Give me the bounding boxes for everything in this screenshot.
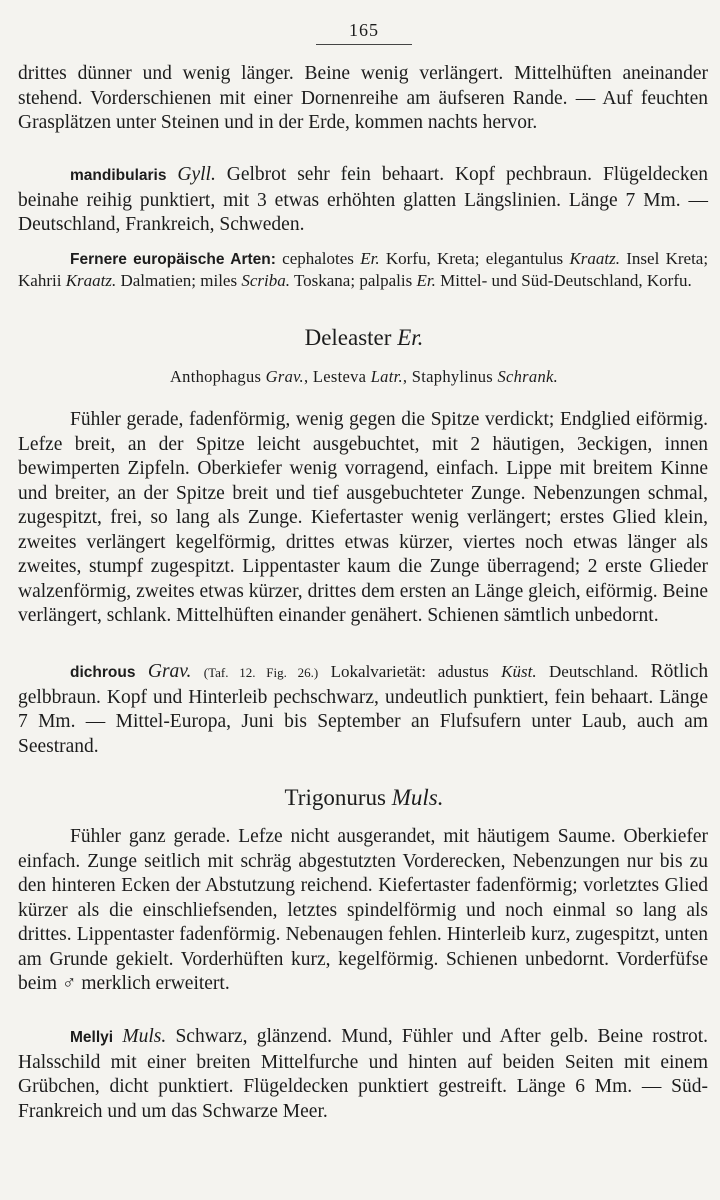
species-locality: Mittel- und Süd-Deutschland, Korfu. xyxy=(440,271,692,290)
species-paragraph xyxy=(18,660,708,759)
local-variety-region: Deutschland. xyxy=(549,662,639,681)
genus-description-text: Fühler ganz gerade. Lefze nicht ausgerandet, mit häutigem Saume. Oberkiefer einfach. Zunge seitlich mit schräg abgestutzten Vorderecken, Nebenzungen nur bis zu den hinteren Ecken der Abstutzung reichend. Kiefertaster fadenförmig; vorletztes Glied kürzer als die einschliefsenden, letztes spindelförmig und noch einmal so lang als drittes. Lippentaster fadenförmig. Nebenaugen fehlen. Hinterleib kurz, zugespitzt, unten am Grunde gekielt. Vorderhüften kurz, kegelförmig. Schienen unbedornt. Vorderfüfse beim xyxy=(18,826,708,994)
species-author: Er. xyxy=(360,249,380,268)
species-name: cephalotes xyxy=(282,249,354,268)
synonym-name: Anthophagus xyxy=(169,367,262,386)
book-page xyxy=(18,0,710,1200)
genus-author: Er. xyxy=(397,325,424,350)
species-author: Er. xyxy=(416,271,436,290)
species-paragraph xyxy=(18,163,708,238)
local-variety-author: Küst. xyxy=(501,662,537,681)
genus-description: Fühler gerade, fadenförmig, wenig gegen die Spitze verdickt; Endglied eiförmig. Lefze breit, an der Spitze leicht ausgebuchtet, mit 2 häutigen, 3eckigen, innen bewimperten Zipfeln. Oberkiefer wenig vorragend, einfach. Lippe mit breitem Kinne und breiter, an der Spitze breit und tief ausgebuchteter Zunge. Nebenzungen schmal, zugespitzt, frei, so lang als Zunge. Kiefertaster wenig verlängert; erstes Glied klein, zweites verlängert kegelförmig, drittes etwas kürzer, viertes noch etwas länger als zweites, stumpf zugespitzt. Lippentaster kaum die Zunge überragend; 2 erste Glieder walzenförmig, zweites etwas kürzer, drittes dem ersten an Länge gleich, eiförmig. Beine verlängert, schlank. Mittelhüften einander genähert. Schienen sämtlich unbedornt. xyxy=(18,409,708,626)
synonym-author: Schrank. xyxy=(497,367,559,386)
genus-synonyms: Anthophagus Grav., Lesteva Latr., Staphylinus Schrank. xyxy=(169,367,559,386)
species-name: Mellyi xyxy=(70,1029,114,1046)
species-locality: Insel Kreta; Kahrii xyxy=(18,249,709,290)
further-species-paragraph xyxy=(18,248,708,291)
species-entry-mandibularis xyxy=(18,163,708,238)
plate-reference: (Taf. 12. Fig. 26.) xyxy=(203,665,319,680)
species-entry-mellyi xyxy=(18,1025,708,1124)
genus-name: Trigonurus xyxy=(284,785,386,810)
genus-name: Deleaster xyxy=(304,325,392,350)
synonym-author: Grav. xyxy=(265,367,304,386)
species-author: Kraatz. xyxy=(569,249,620,268)
species-locality: Dalmatien; miles xyxy=(120,271,238,290)
further-species-heading: Fernere europäische Arten: xyxy=(70,251,276,268)
species-name: dichrous xyxy=(70,664,136,681)
male-symbol: ♂ xyxy=(61,973,77,994)
species-description: Rötlich gelbbraun. Kopf und Hinterleib pechschwarz, undeutlich punktiert, fein behaart. Länge 7 Mm. — Mittel-Europa, Juni bis September an Flufsufern unter Laub, auch am Seestrand. xyxy=(18,661,709,757)
genus-heading-trigonurus xyxy=(18,785,710,811)
genus-description-deleaster xyxy=(18,408,708,629)
genus-description-trigonurus xyxy=(18,825,708,997)
synonym-author: Latr. xyxy=(370,367,403,386)
species-name: mandibularis xyxy=(70,167,167,184)
species-author: Muls. xyxy=(122,1026,167,1047)
further-species-text xyxy=(18,248,708,291)
genus-author: Muls. xyxy=(391,785,444,810)
species-author: Kraatz. xyxy=(65,271,117,290)
species-entry-dichrous xyxy=(18,660,708,759)
genus-heading-deleaster xyxy=(18,325,710,351)
local-variety: Lokalvarietät: adustus xyxy=(330,662,489,681)
synonym-name: Lesteva xyxy=(312,367,367,386)
species-locality: Toskana; palpalis xyxy=(293,271,413,290)
continued-text: drittes dünner und wenig länger. Beine wenig verlängert. Mittelhüften aneinander stehend. Vorderschienen mit einer Dornenreihe am äufseren Rande. — Auf feuchten Grasplätzen unter Steinen und in der Erde, kommen nachts hervor. xyxy=(18,63,708,133)
species-locality: Korfu, Kreta; elegantulus xyxy=(385,249,564,268)
species-author: Gyll. xyxy=(177,164,216,185)
species-author: Scriba. xyxy=(241,271,290,290)
genus-description-text: merklich erweitert. xyxy=(81,973,230,994)
page-number: 165 xyxy=(349,20,379,40)
species-description: Schwarz, glänzend. Mund, Fühler und After gelb. Beine rostrot. Halsschild mit einer breiten Mittelfurche und hinten auf beiden Seiten mit einem Grübchen, dicht punktiert. Flügeldecken punktiert gestreift. Länge 6 Mm. — Süd-Frankreich und um das Schwarze Meer. xyxy=(18,1026,709,1122)
species-paragraph xyxy=(18,1025,708,1124)
species-description: Gelbrot sehr fein behaart. Kopf pechbraun. Flügeldecken beinahe reihig punktiert, mit 3 etwas erhöhten glatten Längslinien. Länge 7 Mm. — Deutschland, Frankreich, Schweden. xyxy=(18,164,708,235)
continued-paragraph xyxy=(18,62,708,136)
genus-description xyxy=(18,825,708,997)
species-author: Grav. xyxy=(147,661,192,682)
header-rule xyxy=(316,44,412,45)
synonym-name: Staphylinus xyxy=(411,367,494,386)
